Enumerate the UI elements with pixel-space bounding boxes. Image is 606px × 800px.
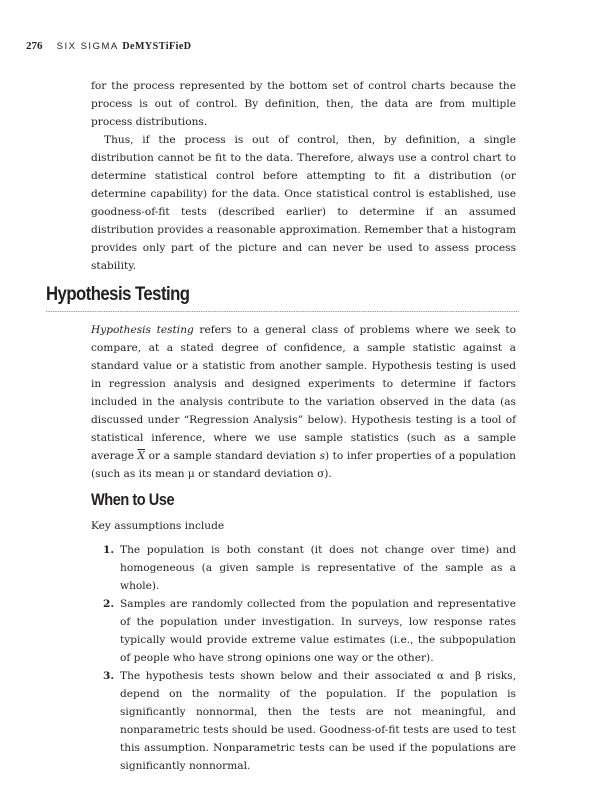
section-paragraph xyxy=(91,321,516,483)
xbar-symbol: $\overline{X}$ xyxy=(137,450,146,462)
list-number: 2. xyxy=(103,598,115,610)
term-hypothesis-testing: Hypothesis testing xyxy=(91,324,194,336)
list-text: The hypothesis tests shown below and their associated α and β risks, depend on the normality of the population. If the population is significantly nonnormal, then the tests are not meaningful, and nonparametric tests should be used. Goodness-of-fit tests are used to test this assumption. Nonparametric tests can be used if the populations are significantly nonnormal. xyxy=(120,670,516,772)
section-text-b: or a sample standard deviation xyxy=(145,450,320,462)
page-number: 276 xyxy=(26,40,43,52)
book-subtitle: DeMYSTiFieD xyxy=(122,41,192,52)
assumptions-list xyxy=(103,541,516,775)
subsection-heading: When to Use xyxy=(91,491,175,509)
intro-paragraph-2: Thus, if the process is out of control, then, by definition, a single distribution cannot be fit to the data. Therefore, always use a control chart to determine statistical control before attempting to fit a distribution (or determine capability) for the data. Once statistical control is established, use goodness-of-fit tests (described earlier) to determine if an assumed distribution provides a reasonable approximation. Remember that a histogram provides only part of the picture and can never be used to assess process stability. xyxy=(91,134,516,272)
section-heading: Hypothesis Testing xyxy=(46,284,519,312)
running-header xyxy=(26,40,192,56)
section-body xyxy=(91,321,516,483)
list-number: 1. xyxy=(103,544,115,556)
intro-text xyxy=(91,77,516,275)
book-title: SIX SIGMA xyxy=(56,41,119,52)
subsection-body xyxy=(91,517,516,775)
list-text: Samples are randomly collected from the population and representative of the population under investigation. In surveys, low response rates typically would provide extreme value estimates (i.e., the subpopulation of people who have strong opinions one way or the other). xyxy=(120,598,516,664)
list-item xyxy=(103,595,516,667)
subsection-lead: Key assumptions include xyxy=(91,520,225,532)
list-text: The population is both constant (it does not change over time) and homogeneous (a given sample is representative of the sample as a whole). xyxy=(120,544,516,592)
list-item xyxy=(103,667,516,775)
intro-paragraph-1: for the process represented by the bottom set of control charts because the process is out of control. By definition, then, the data are from multiple process distributions. xyxy=(91,80,516,128)
list-number: 3. xyxy=(103,670,115,682)
s-symbol: s xyxy=(319,450,326,462)
section-text-c: ) to infer properties of a population (such as its mean μ or standard deviation σ). xyxy=(91,450,517,480)
section-text-a: refers to a general class of problems where we seek to compare, at a stated degree of confidence, a sample statistic against a standard value or a statistic from another sample. Hypothesis testing is used in regression analysis and designed experiments to determine if factors included in the analysis contribute to the variation observed in the data (as discussed under “Regression Analysis” below). Hypothesis testing is a tool of statistical inference, where we use sample statistics (such as a sample average xyxy=(91,324,516,462)
list-item xyxy=(103,541,516,595)
